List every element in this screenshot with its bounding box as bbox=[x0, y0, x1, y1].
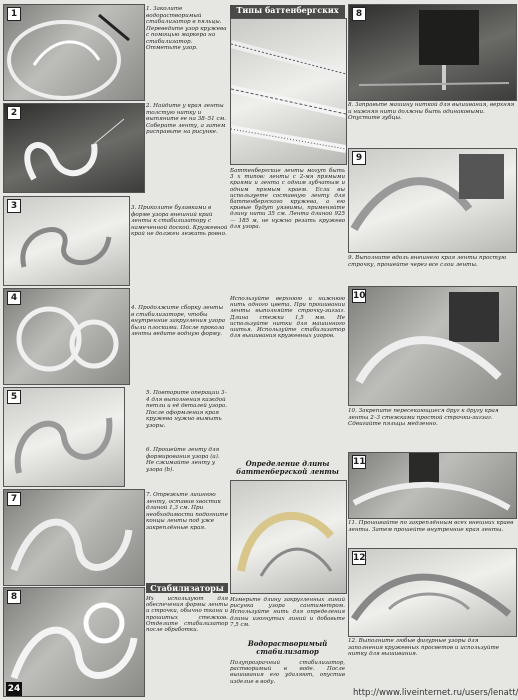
water-stabilizer-title: Водорастворимый стабилизатор bbox=[247, 639, 328, 656]
stabilizer-heading: Стабилизаторы bbox=[146, 583, 228, 593]
sizing-title: Определение длины баттенбергской ленты bbox=[236, 459, 339, 476]
section-title: Типы баттенбергских bbox=[230, 5, 345, 25]
photo-finished-lace bbox=[3, 587, 145, 697]
step-6-text: 6. Прошейте ленту для формирования узора (а). Не сжимайте ленту у узора (b). bbox=[146, 447, 220, 473]
photo-step-12 bbox=[348, 548, 517, 637]
photo-step-3 bbox=[3, 196, 130, 286]
page-number: 24 bbox=[7, 684, 21, 694]
photo-number: 8 bbox=[352, 7, 366, 21]
photo-ribbon-types bbox=[230, 18, 347, 165]
ribbon-types-text: Баттенбергские ленты могут быть 3 х типов: ленты с 2-мя прямыми краями и лента с одним зубчатым и одним прямым краем. Если вы используете составную ленту для баттенбергского кружева, а ею кривые будут уязвимы, применяйте длину нити 35 см. Лента длиной 925 — 185 м, не нужно резать кружево для узора. bbox=[230, 168, 345, 230]
step-5-text: 5. Повторите операции 3–4 для выполнения каждой петли и её деталей узора. После оформления края кружева нужно вымыть узоры. bbox=[146, 390, 228, 429]
step-8-text: 8. Заправьте машину ниткой для вышивания, верхняя и нижняя нити должны быть одинаковыми. Опустите зубцы. bbox=[348, 102, 515, 121]
photo-number: 5 bbox=[7, 390, 21, 404]
photo-step-7 bbox=[3, 489, 145, 586]
source-url[interactable]: http://www.liveinternet.ru/users/lenatt/ bbox=[353, 688, 518, 698]
photo-step-10 bbox=[348, 286, 517, 406]
ribbon-tips-text: Используйте верхнюю и нижнюю нить одного цвета. При прошивании ленты выполняйте строчку-зигзаг. Длина стежка 1,5 мм. Не используйте нитки для машинного шитья. Используйте стабилизатор для вышивания кружевных узоров. bbox=[230, 296, 345, 340]
step-1-text: 1. Заколите водорастворимый стабилизатор в пяльцы. Переведите узор кружева с помощью маркера на стабилизатор. Отметьте узор. bbox=[146, 6, 227, 51]
step-12-text: 12. Выполните любые фигурные узоры для заполнения кружевных просветов и используйте нитку для вышивания. bbox=[348, 638, 500, 657]
photo-step-9 bbox=[348, 148, 517, 253]
step-7-text: 7. Отрежьте лишнюю ленту, оставив хвостик длиной 1,3 см. При необходимости подогните концы ленты под уже закреплённые края. bbox=[146, 492, 228, 531]
step-2-text: 2. Найдите у края ленты толстую нитку и вытяните ее на 38–51 см. Соберите ленту, а затем расправьте на рисунке. bbox=[146, 103, 227, 135]
photo-step-5-6 bbox=[3, 387, 125, 487]
photo-step-2 bbox=[3, 103, 145, 193]
photo-number: 10 bbox=[353, 291, 366, 301]
photo-step-1 bbox=[3, 4, 145, 101]
photo-number: 2 bbox=[7, 106, 21, 120]
photo-number: 9 bbox=[352, 151, 366, 165]
photo-step-4 bbox=[3, 288, 130, 385]
photo-number: 4 bbox=[7, 291, 21, 305]
step-10-text: 10. Закрепите пересекающиеся друг к другу края ленты 2–3 стежками простой строчки-зигзаг. Сдвигайте пяльцы медленно. bbox=[348, 408, 499, 427]
photo-number: 3 bbox=[7, 199, 21, 213]
step-11-text: 11. Прошивайте по закреплённым всех внешних краев ленты. Затем прошейте внутренние края ленты. bbox=[348, 520, 514, 533]
photo-number: 7 bbox=[7, 492, 21, 506]
photo-number: 8 bbox=[7, 590, 21, 604]
photo-number: 11 bbox=[353, 457, 366, 467]
step-4-text: 4. Продолжите сборку ленты в стабилизаторе, чтобы внутренние закругления узора были плоскими. После прокола ленты ведите водную форму. bbox=[131, 305, 226, 337]
step-3-text: 3. Приколите булавками в форме узора внешний край ленты к стабилизатору с намеченной доской. Кружевной край не должен лежать ровно. bbox=[131, 205, 228, 237]
step-9-text: 9. Выполните вдоль внешнего края ленты простую строчку, прошейте через все слои ленты. bbox=[348, 255, 507, 268]
water-stabilizer-text: Полупрозрачный стабилизатор, растворимый в воде. После вышивания его удаляют, опустив изделие в воду. bbox=[230, 660, 345, 685]
photo-number: 12 bbox=[353, 553, 366, 563]
photo-number: 1 bbox=[7, 7, 21, 21]
measure-text: Измерьте длину закругленных линий рисунка узора сантиметром. Используйте нить для определения длины изогнутых линий и добавьте 7,5 см. bbox=[230, 597, 345, 628]
photo-step-11 bbox=[348, 452, 517, 519]
photo-measuring-tape bbox=[230, 480, 347, 594]
stabilizer-text: Их используют для обеспечения формы ленты и строчки, обычно ткани и прошитых стежков. Отделите стабилизатор после обработки. bbox=[146, 596, 228, 634]
photo-step-8 bbox=[348, 4, 517, 101]
